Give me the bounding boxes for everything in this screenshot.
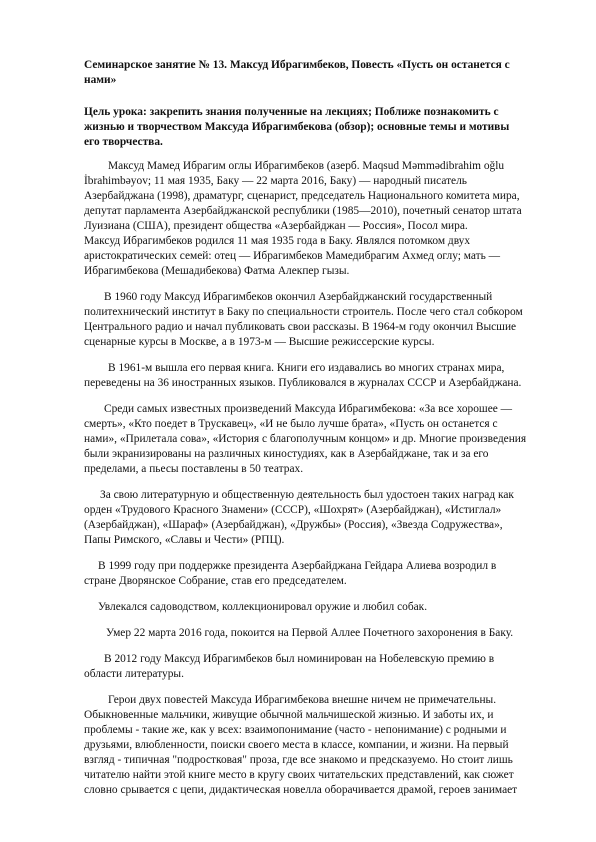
paragraph — [84, 159, 548, 279]
paragraph-line: İbrahimbəyov; 11 мая 1935, Баку — 22 марта 2016, Баку) — народный писатель — [84, 175, 467, 187]
paragraph — [84, 361, 548, 391]
paragraph-line: друзьями, влюбленности, поиски своего места в классе, компании, и жизни. На первый — [84, 739, 509, 751]
paragraph-line: нами», «Прилетала сова», «История с благополучным концом» и др. Многие произведения — [84, 433, 527, 445]
paragraph-line: Максуд Ибрагимбеков родился 11 мая 1935 года в Баку. Являлся потомком двух — [84, 235, 471, 247]
paragraph-line: переведены на 36 иностранных языков. Публиковался в журналах СССР и Азербайджана. — [84, 377, 522, 389]
title-line-2: нами» — [84, 74, 117, 86]
goal-line-3: его творчества. — [84, 136, 163, 148]
paragraph-line: Центрального радио и начал публиковать свои рассказы. В 1964-м году окончил Высшие — [84, 321, 517, 333]
paragraph-line: смерть», «Кто поедет в Трускавец», «И не было лучше брата», «Пусть он останется с — [84, 418, 498, 430]
paragraph — [84, 402, 548, 477]
paragraph-line: взгляд - типичная "подростковая" проза, где все знакомо и предсказуемо. Но стоит лишь — [84, 754, 513, 766]
paragraph-line: Увлекался садоводством, коллекционировал оружие и любил собак. — [98, 601, 428, 613]
paragraph-line: политехнический институт в Баку по специальности строитель. После чего стал собкором — [84, 306, 523, 318]
paragraph-line: читателю найти этой книге место в кругу своих читательских представлений, как сюжет — [84, 769, 514, 781]
paragraph-line: В 2012 году Максуд Ибрагимбеков был номинирован на Нобелевскую премию в — [104, 653, 495, 665]
paragraph-line: Среди самых известных произведений Максуда Ибрагимбекова: «За все хорошее — — [104, 403, 513, 415]
paragraph — [84, 693, 548, 798]
paragraph — [84, 559, 548, 589]
paragraph — [84, 652, 548, 682]
document-content — [84, 58, 548, 809]
title-line-1: Семинарское занятие № 13. Максуд Ибрагимбеков, Повесть «Пусть он останется с — [84, 59, 510, 71]
paragraph-line: аристократических семей: отец — Ибрагимбеков Мамедибрагим Ахмед оглу; мать — — [84, 250, 501, 262]
paragraph-line: сценарные курсы в Москве, а в 1973-м — Высшие режиссерские курсы. — [84, 336, 435, 348]
seminar-title — [84, 58, 548, 88]
paragraph-line: (Азербайджан), «Шараф» (Азербайджан), «Дружбы» (Россия), «Звезда Содружества», — [84, 519, 503, 531]
paragraph-line: Луизиана (США), президент общества «Азербайджан — Россия», Посол мира. — [84, 220, 468, 232]
paragraph-line: пределами, а пьесы поставлены в 50 театрах. — [84, 463, 304, 475]
paragraph-line: были экранизированы на различных киностудиях, как в Азербайджане, так и за его — [84, 448, 489, 460]
paragraph-line: Умер 22 марта 2016 года, покоится на Первой Аллее Почетного захоронения в Баку. — [106, 627, 514, 639]
paragraph-line: орден «Трудового Красного Знамени» (СССР), «Шохрят» (Азербайджан), «Истиглал» — [84, 504, 502, 516]
paragraph — [84, 290, 548, 350]
body-text — [84, 159, 548, 798]
goal-line-1: Цель урока: закрепить знания полученные на лекциях; Поближе познакомить с — [84, 106, 499, 118]
paragraph-line: Папы Римского, «Славы и Чести» (РПЦ). — [84, 534, 285, 546]
goal-line-2: жизнью и творчеством Максуда Ибрагимбекова (обзор); основные темы и мотивы — [84, 121, 510, 133]
paragraph — [84, 488, 548, 548]
paragraph — [84, 626, 548, 641]
lesson-goal — [84, 105, 548, 150]
paragraph-line: Герои двух повестей Максуда Ибрагимбекова внешне ничем не примечательны. — [108, 694, 497, 706]
paragraph-line: стране Дворянское Собрание, став его председателем. — [84, 575, 347, 587]
paragraph-line: проблемы - такие же, как у всех: взаимопонимание (часто - непонимание) с родными и — [84, 724, 507, 736]
paragraph-line: словно срывается с цепи, дидактическая новелла оборачивается драмой, героев занимает — [84, 784, 518, 796]
paragraph-line: Обыкновенные мальчики, живущие обычной мальчишеской жизнью. И заботы их, и — [84, 709, 494, 721]
paragraph-line: депутат парламента Азербайджанской республики (1985—2010), почетный сенатор штата — [84, 205, 522, 217]
paragraph-line: За свою литературную и общественную деятельность был удостоен таких наград как — [100, 489, 514, 501]
paragraph-line: Максуд Мамед Ибрагим оглы Ибрагимбеков (азерб. Maqsud Məmmədibrahim oğlu — [108, 160, 505, 172]
paragraph-line: В 1960 году Максуд Ибрагимбеков окончил Азербайджанский государственный — [104, 291, 493, 303]
paragraph-line: В 1999 году при поддержке президента Азербайджана Гейдара Алиева возродил в — [98, 560, 497, 572]
paragraph-line: В 1961-м вышла его первая книга. Книги его издавались во многих странах мира, — [108, 362, 505, 374]
paragraph — [84, 600, 548, 615]
paragraph-line: области литературы. — [84, 668, 184, 680]
paragraph-line: Азербайджана (1998), драматург, сценарист, председатель Национального комитета мира, — [84, 190, 520, 202]
paragraph-line: Ибрагимбекова (Мешадибекова) Фатма Алекпер гызы. — [84, 265, 350, 277]
